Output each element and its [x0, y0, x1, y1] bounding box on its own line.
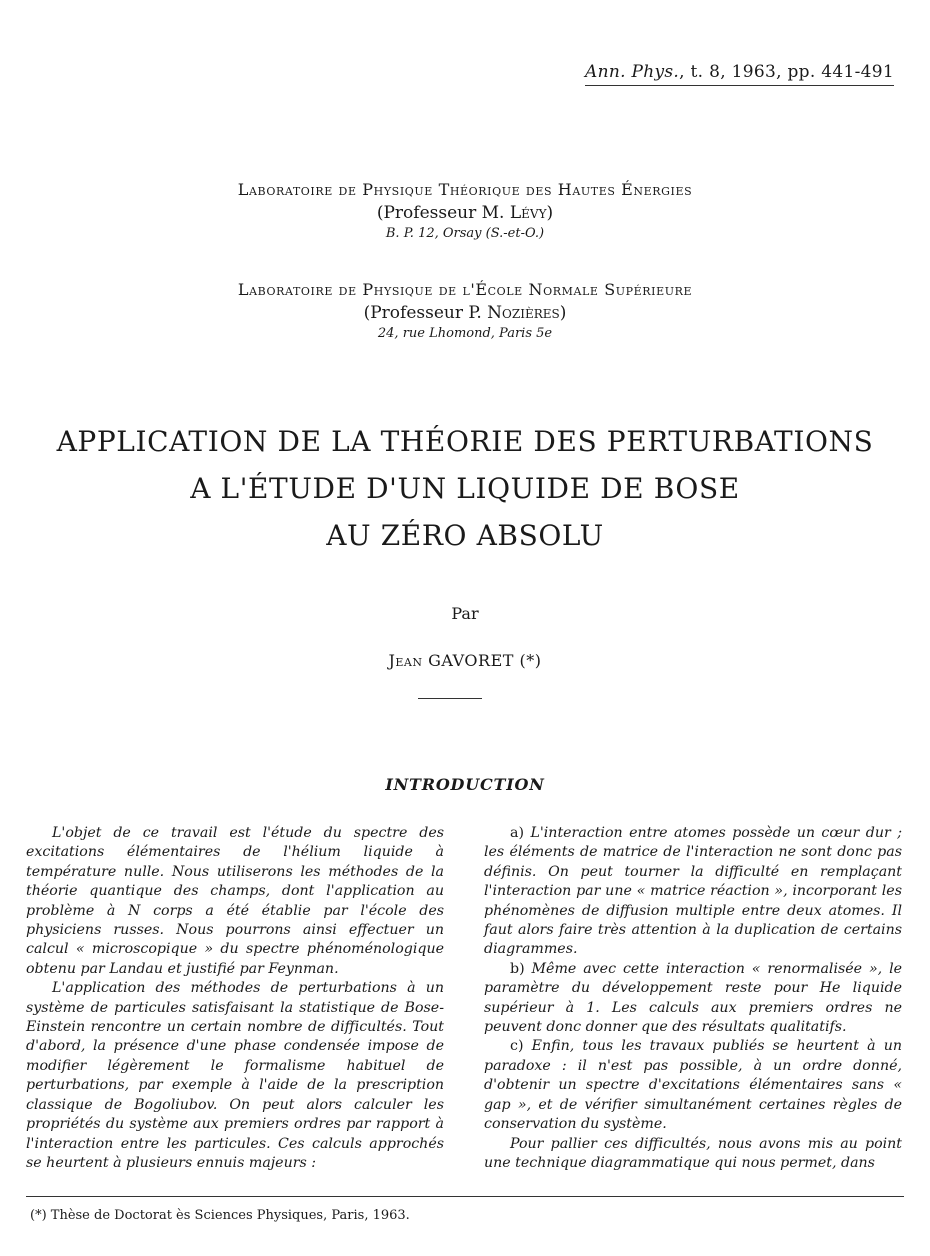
author-last-name: GAVORET (*)	[428, 651, 542, 670]
lab-address: 24, rue Lhomond, Paris 5e	[377, 326, 553, 341]
item-text: Même avec cette interaction « renormalisée », le paramètre du développement reste pour He liquide supérieur à 1. Les calculs aux premiers ordres ne peuvent donc donner que des résultats qualitatifs.	[484, 960, 902, 1036]
footnote: (*) Thèse de Doctorat ès Sciences Physiques, Paris, 1963.	[30, 1208, 410, 1223]
author	[0, 651, 930, 670]
by-label: Par	[451, 604, 479, 623]
list-item-c	[484, 1037, 902, 1134]
lab-name: Laboratoire de Physique Théorique des Hautes Énergies	[237, 180, 693, 199]
item-label: b)	[510, 960, 525, 977]
affiliation-2	[0, 280, 930, 341]
paragraph: L'application des méthodes de perturbations à un système de particules satisfaisant la statistique de Bose-Einstein rencontre un certain nombre de difficultés. Tout d'abord, la présence d'une phase condensée impose de modifier légèrement le formalisme habituel de perturbations, par exemple à l'aide de la prescription classique de Bogoliubov. On peut alors calculer les propriétés du système aux premiers ordres par rapport à l'interaction entre les particules. Ces calculs approchés se heurtent à plusieurs ennuis majeurs :	[26, 980, 444, 1171]
left-column	[26, 824, 444, 1173]
lab-director	[0, 203, 930, 223]
director-name: Lévy	[509, 203, 547, 223]
paper-title	[0, 418, 930, 559]
author-first-name: Jean	[388, 651, 423, 670]
title-divider	[418, 698, 482, 699]
list-item-a	[484, 824, 902, 960]
item-text: L'interaction entre atomes possède un cœur dur ; les éléments de matrice de l'interaction ne sont donc pas définis. On peut tourner la difficulté en remplaçant l'interaction par une « matrice réaction », incorporant les phénomènes de diffusion multiple entre deux atomes. Il faut alors faire très attention à la duplication de certains diagrammes.	[484, 825, 902, 958]
lab-director	[0, 303, 930, 323]
lab-address: B. P. 12, Orsay (S.-et-O.)	[385, 226, 545, 241]
director-name: Nozières	[487, 303, 560, 323]
item-text: Pour pallier ces difficultés, nous avons mis au point une technique diagrammatique qui nous permet, dans	[484, 1135, 902, 1171]
director-prefix: (Professeur P.	[363, 303, 488, 323]
lab-name: Laboratoire de Physique de l'École Normale Supérieure	[237, 280, 693, 299]
director-suffix: )	[546, 203, 554, 223]
director-suffix: )	[559, 303, 567, 323]
paragraph	[484, 1135, 902, 1174]
affiliation-1	[0, 180, 930, 241]
paragraph: L'objet de ce travail est l'étude du spectre des excitations élémentaires de l'hélium liquide à température nulle. Nous utiliserons les méthodes de la théorie quantique des champs, dont l'application au problème à N corps a été établie par l'école des physiciens russes. Nous pourrons ainsi effectuer un calcul « microscopique » du spectre phénoménologique obtenu par Landau et justifié par Feynman.	[26, 825, 444, 977]
list-item-b	[484, 960, 902, 1038]
footnote-rule	[26, 1196, 904, 1197]
journal-name: Ann. Phys.	[585, 62, 680, 82]
title-line-1: APPLICATION DE LA THÉORIE DES PERTURBATIONS	[56, 425, 874, 458]
title-line-3: AU ZÉRO ABSOLU	[326, 519, 604, 552]
item-label: a)	[510, 825, 524, 841]
journal-reference	[585, 62, 894, 86]
director-prefix: (Professeur M.	[376, 203, 510, 223]
item-text: Enfin, tous les travaux publiés se heurtent à un paradoxe : il n'est pas possible, à un ordre donné, d'obtenir un spectre d'excitations élémentaires sans « gap », et de vérifier simultanément certaines règles de conservation du système.	[484, 1038, 902, 1133]
section-heading: INTRODUCTION	[385, 775, 545, 794]
item-label: c)	[510, 1038, 524, 1055]
right-column	[484, 824, 902, 1173]
journal-volume-pages: , t. 8, 1963, pp. 441-491	[679, 62, 894, 82]
title-line-2: A L'ÉTUDE D'UN LIQUIDE DE BOSE	[190, 472, 740, 505]
